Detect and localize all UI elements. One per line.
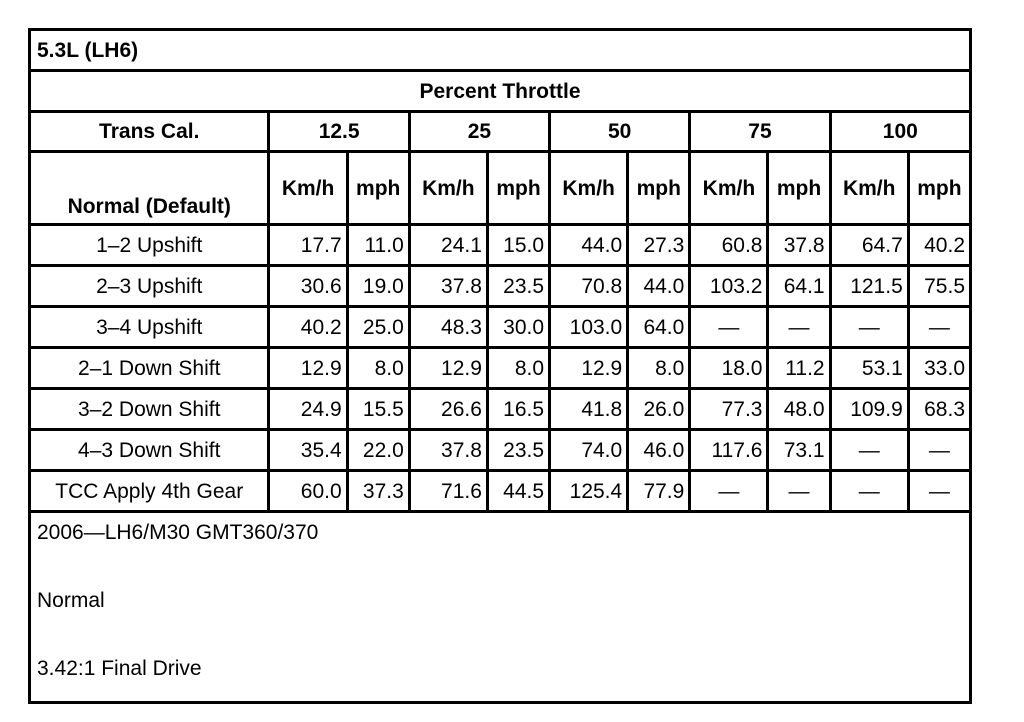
- kmh-value: 48.3: [409, 307, 487, 348]
- calibration-mode-header: Normal (Default): [30, 152, 269, 225]
- kmh-value: —: [830, 307, 908, 348]
- mph-value: 23.5: [487, 430, 549, 471]
- unit-mph-header: mph: [628, 152, 690, 225]
- mph-value: 8.0: [347, 348, 409, 389]
- note-final-drive: 3.42:1 Final Drive: [37, 657, 202, 680]
- kmh-value: 64.7: [830, 225, 908, 266]
- mph-value: 64.0: [628, 307, 690, 348]
- mph-value: 37.8: [768, 225, 830, 266]
- mph-value: 33.0: [908, 348, 970, 389]
- notes-cell: [30, 512, 971, 703]
- row-label: TCC Apply 4th Gear: [30, 471, 269, 512]
- kmh-value: 71.6: [409, 471, 487, 512]
- mph-value: —: [908, 471, 970, 512]
- kmh-value: 12.9: [269, 348, 347, 389]
- mph-value: —: [908, 430, 970, 471]
- row-label: 2–1 Down Shift: [30, 348, 269, 389]
- unit-kmh-header: Km/h: [690, 152, 768, 225]
- mph-value: 27.3: [628, 225, 690, 266]
- throttle-header-100: 100: [830, 112, 970, 152]
- kmh-value: 30.6: [269, 266, 347, 307]
- mph-value: 68.3: [908, 389, 970, 430]
- mph-value: 30.0: [487, 307, 549, 348]
- mph-value: 40.2: [908, 225, 970, 266]
- mph-value: 44.5: [487, 471, 549, 512]
- kmh-value: 74.0: [550, 430, 628, 471]
- mph-value: 22.0: [347, 430, 409, 471]
- kmh-value: 37.8: [409, 266, 487, 307]
- kmh-value: 121.5: [830, 266, 908, 307]
- mph-value: —: [908, 307, 970, 348]
- kmh-value: 109.9: [830, 389, 908, 430]
- note-model: 2006—LH6/M30 GMT360/370: [37, 521, 319, 544]
- row-label: 3–4 Upshift: [30, 307, 269, 348]
- kmh-value: 103.0: [550, 307, 628, 348]
- shift-speed-table: [28, 28, 972, 704]
- table-row: [30, 266, 971, 307]
- kmh-value: 12.9: [409, 348, 487, 389]
- mph-value: 44.0: [628, 266, 690, 307]
- mph-value: 8.0: [628, 348, 690, 389]
- mph-value: 64.1: [768, 266, 830, 307]
- kmh-value: 60.0: [269, 471, 347, 512]
- table-row: [30, 389, 971, 430]
- kmh-value: 60.8: [690, 225, 768, 266]
- percent-throttle-heading: Percent Throttle: [30, 71, 971, 112]
- kmh-value: 77.3: [690, 389, 768, 430]
- unit-kmh-header: Km/h: [409, 152, 487, 225]
- unit-kmh-header: Km/h: [269, 152, 347, 225]
- kmh-value: 53.1: [830, 348, 908, 389]
- kmh-value: 41.8: [550, 389, 628, 430]
- mph-value: 19.0: [347, 266, 409, 307]
- mph-value: 75.5: [908, 266, 970, 307]
- kmh-value: 37.8: [409, 430, 487, 471]
- row-label: 3–2 Down Shift: [30, 389, 269, 430]
- kmh-value: 44.0: [550, 225, 628, 266]
- row-label: 2–3 Upshift: [30, 266, 269, 307]
- mph-value: 25.0: [347, 307, 409, 348]
- mph-value: 11.0: [347, 225, 409, 266]
- mph-value: 77.9: [628, 471, 690, 512]
- kmh-value: 117.6: [690, 430, 768, 471]
- throttle-header-75: 75: [690, 112, 830, 152]
- kmh-value: 18.0: [690, 348, 768, 389]
- kmh-value: 125.4: [550, 471, 628, 512]
- throttle-header-50: 50: [550, 112, 690, 152]
- kmh-value: 24.1: [409, 225, 487, 266]
- throttle-header-25: 25: [409, 112, 549, 152]
- unit-mph-header: mph: [347, 152, 409, 225]
- kmh-value: 35.4: [269, 430, 347, 471]
- kmh-value: 70.8: [550, 266, 628, 307]
- trans-cal-header: Trans Cal.: [30, 112, 269, 152]
- note-mode: Normal: [37, 589, 105, 612]
- mph-value: 48.0: [768, 389, 830, 430]
- unit-mph-header: mph: [487, 152, 549, 225]
- unit-mph-header: mph: [768, 152, 830, 225]
- throttle-header-12-5: 12.5: [269, 112, 409, 152]
- mph-value: 37.3: [347, 471, 409, 512]
- mph-value: 16.5: [487, 389, 549, 430]
- mph-value: 11.2: [768, 348, 830, 389]
- kmh-value: 24.9: [269, 389, 347, 430]
- mph-value: 23.5: [487, 266, 549, 307]
- mph-value: 8.0: [487, 348, 549, 389]
- mph-value: —: [768, 471, 830, 512]
- kmh-value: 26.6: [409, 389, 487, 430]
- mph-value: 46.0: [628, 430, 690, 471]
- table-row: [30, 225, 971, 266]
- unit-mph-header: mph: [908, 152, 970, 225]
- mph-value: 15.5: [347, 389, 409, 430]
- kmh-value: 12.9: [550, 348, 628, 389]
- unit-kmh-header: Km/h: [830, 152, 908, 225]
- kmh-value: —: [690, 471, 768, 512]
- kmh-value: —: [830, 471, 908, 512]
- engine-title: 5.3L (LH6): [30, 30, 971, 71]
- kmh-value: 40.2: [269, 307, 347, 348]
- mph-value: 26.0: [628, 389, 690, 430]
- row-label: 4–3 Down Shift: [30, 430, 269, 471]
- kmh-value: —: [690, 307, 768, 348]
- table-row: [30, 430, 971, 471]
- kmh-value: 17.7: [269, 225, 347, 266]
- mph-value: 15.0: [487, 225, 549, 266]
- unit-kmh-header: Km/h: [550, 152, 628, 225]
- row-label: 1–2 Upshift: [30, 225, 269, 266]
- table-row: [30, 348, 971, 389]
- kmh-value: 103.2: [690, 266, 768, 307]
- kmh-value: —: [830, 430, 908, 471]
- mph-value: —: [768, 307, 830, 348]
- table-row: [30, 471, 971, 512]
- mph-value: 73.1: [768, 430, 830, 471]
- table-row: [30, 307, 971, 348]
